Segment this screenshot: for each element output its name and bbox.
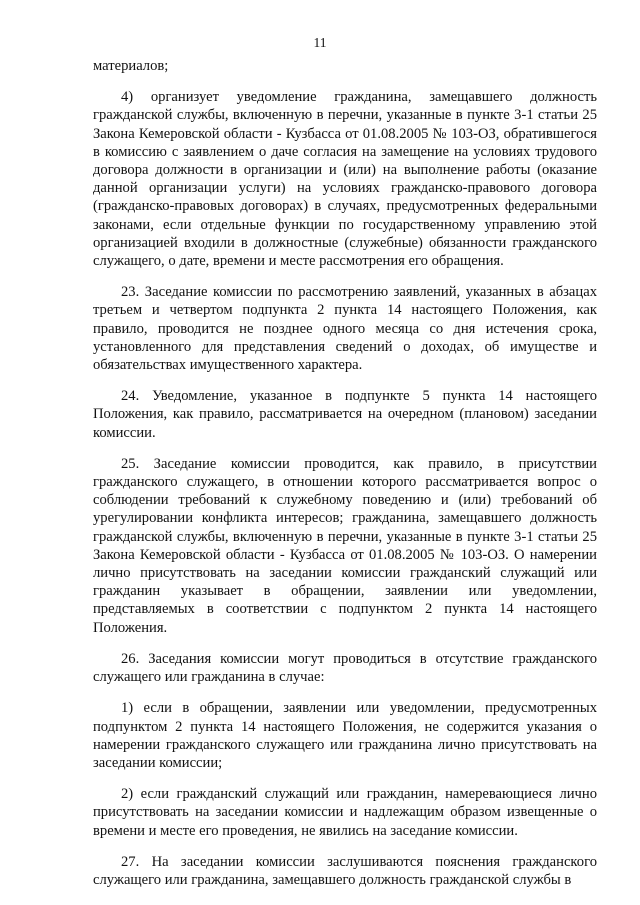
page-number: 11 — [313, 35, 327, 50]
document-body — [93, 57, 597, 889]
paragraph-25: 25. Заседание комиссии проводится, как правило, в присутствии гражданского служащего, в отношении которого рассматривается вопрос о соблюдении требований к служебному поведению и (или) требований об урегулировании конфликта интересов; гражданина, замещавшего должность гражданской службы, включенную в перечни, указанные в пункте 3-1 статьи 25 Закона Кемеровской области - Кузбасса от 01.08.2005 № 103-ОЗ. О намерении лично присутствовать на заседании комиссии гражданский служащий или гражданин указывает в обращении, заявлении или уведомлении, представляемых в соответствии с подпунктом 2 пункта 14 настоящего Положения. — [93, 455, 597, 636]
paragraph-26: 26. Заседания комиссии могут проводиться в отсутствие гражданского служащего или гражданина в случае: — [93, 650, 597, 686]
paragraph-26-item-1: 1) если в обращении, заявлении или уведомлении, предусмотренных подпунктом 2 пункта 14 настоящего Положения, не содержится указания о намерении гражданского служащего или гражданина лично присутствовать на заседании комиссии; — [93, 700, 597, 771]
paragraph-23: 23. Заседание комиссии по рассмотрению заявлений, указанных в абзацах третьем и четвертом подпункта 2 пункта 14 настоящего Положения, как правило, проводится не позднее одного месяца со дня истечения срока, установленного для представления сведений о доходах, об имуществе и обязательствах имущественного характера. — [93, 284, 597, 374]
paragraph-27: 27. На заседании комиссии заслушиваются пояснения гражданского служащего или гражданина, замещавшего должность гражданской службы в — [93, 853, 597, 888]
paragraph-continuation: материалов; — [93, 58, 169, 74]
paragraph-item-4: 4) организует уведомление гражданина, замещавшего должность гражданской службы, включенную в перечни, указанные в пункте 3-1 статьи 25 Закона Кемеровской области - Кузбасса от 01.08.2005 № 103-ОЗ, обратившегося в комиссию с заявлением о даче согласия на замещение на условиях трудового договора должности в организации и (или) на выполнение работы (оказание данной организации услуги) на условиях гражданско-правового договора (гражданско-правовых договорах) в случаях, предусмотренных федеральными законами, если отдельные функции по государственному управлению этой организацией входили в должностные (служебные) обязанности гражданского служащего, о дате, времени и месте рассмотрения его обращения. — [93, 89, 597, 270]
paragraph-24: 24. Уведомление, указанное в подпункте 5 пункта 14 настоящего Положения, как правило, рассматривается на очередном (плановом) заседании комиссии. — [93, 388, 597, 441]
paragraph-26-item-2: 2) если гражданский служащий или гражданин, намеревающиеся лично присутствовать на заседании комиссии и надлежащим образом извещенные о времени и месте его проведения, не явились на заседание комиссии. — [93, 786, 597, 839]
